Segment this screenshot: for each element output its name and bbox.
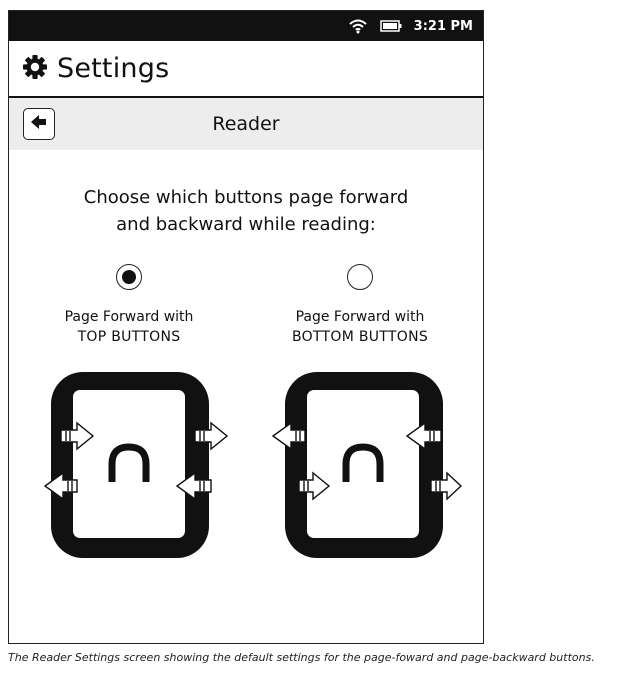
diagram-bottom-buttons bbox=[265, 366, 465, 564]
option-top-buttons[interactable] bbox=[29, 264, 229, 345]
section-title: Reader bbox=[212, 113, 280, 135]
gear-icon bbox=[21, 53, 49, 85]
radio-top-buttons-selected[interactable] bbox=[116, 264, 142, 290]
device-screen bbox=[8, 10, 484, 644]
radio-selected-dot bbox=[122, 270, 136, 284]
wifi-icon bbox=[348, 18, 368, 34]
radio-bottom-buttons[interactable] bbox=[347, 264, 373, 290]
option-label-line-1: Page Forward with bbox=[64, 309, 194, 325]
back-arrow-icon bbox=[30, 114, 48, 134]
diagram-top-buttons bbox=[31, 366, 231, 564]
option-label-line-2: TOP BUTTONS bbox=[77, 329, 181, 345]
instruction-text bbox=[9, 184, 483, 238]
status-time: 3:21 PM bbox=[413, 18, 473, 34]
instruction-line-1: Choose which buttons page forward bbox=[83, 187, 409, 208]
option-label-line-1: Page Forward with bbox=[295, 309, 425, 325]
option-bottom-buttons[interactable] bbox=[260, 264, 460, 345]
reader-subheader bbox=[9, 98, 483, 150]
battery-icon bbox=[380, 20, 402, 32]
figure-caption: The Reader Settings screen showing the default settings for the page-foward and page-backward buttons. bbox=[8, 651, 595, 664]
option-label-line-2: BOTTOM BUTTONS bbox=[291, 329, 429, 345]
status-bar bbox=[9, 11, 483, 41]
instruction-line-2: and backward while reading: bbox=[116, 214, 376, 235]
back-button[interactable] bbox=[23, 108, 55, 140]
page-title: Settings bbox=[57, 53, 170, 84]
settings-header bbox=[9, 41, 483, 98]
